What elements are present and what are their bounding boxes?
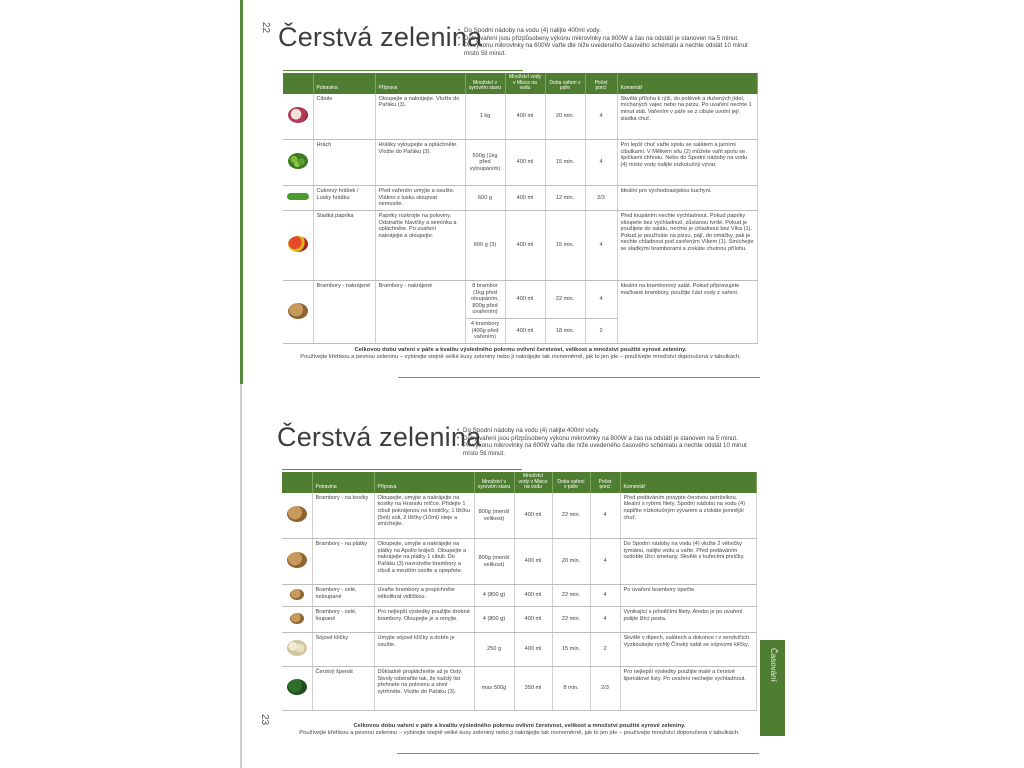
comment: Skvělá příloha k rýži, do polévek a dušených jídel, míchaných vajec nebo na pizzu. Po uvaření nechte 1 minut stát. Vařením v páře se z cibule uvolní její sladká chuť.	[617, 94, 758, 140]
header-water: Množství vody v Misce na vodu	[514, 472, 552, 493]
portions: 2/3	[590, 667, 620, 711]
page-number: 23	[259, 714, 270, 726]
page-title: Čerstvá zelenina	[277, 422, 482, 452]
table-row	[282, 607, 757, 633]
header-portions: Počet porcí	[585, 73, 617, 94]
food-name: Čerstvý špenát	[312, 667, 374, 711]
preparation: Uvařte brambory a propíchněte několikrát vidličkou.	[374, 585, 474, 607]
title-underline	[282, 469, 522, 470]
portions: 2	[590, 633, 620, 667]
portions: 4	[590, 493, 620, 539]
header-food: Potravina	[313, 73, 375, 94]
food-name: Cukrový hrášek / Lusky hrášku	[313, 186, 375, 211]
divider-line	[397, 753, 759, 754]
section-tab-label: Časování	[769, 648, 778, 682]
footnote-bold: Celkovou dobu vaření v páře a kvalitu výsledného pokrmu ovlivní čerstvost, velikost a množství použité syrové zeleniny.	[353, 723, 686, 729]
potato-small-icon	[290, 613, 304, 624]
water: 400 ml	[514, 607, 552, 633]
instruction-item: • Do Spodní nádoby na vodu (4) nalijte 400ml vody.	[458, 27, 758, 35]
portions: 4	[590, 585, 620, 607]
header-comment: Komentář	[617, 73, 758, 94]
comment: Ideální na bramborový salát. Pokud připravujete mačkané brambory, použijte část vody z vaření.	[617, 281, 758, 344]
table-row	[283, 94, 758, 140]
time: 18 min.	[545, 319, 585, 344]
header-food: Potravina	[312, 472, 374, 493]
water: 400 ml	[505, 281, 545, 319]
food-name: Sladká paprika	[313, 211, 375, 281]
instruction-item: • Při výkonu mikrovlnky na 600W vařte dle níže uvedeného časového schématu a nechte odstát 10 minut místo 5ti minut.	[458, 42, 758, 57]
table-row	[283, 281, 758, 319]
potato-small-icon	[290, 589, 304, 600]
food-name: Brambory - celé, neloupané	[312, 585, 374, 607]
instruction-item: • Doby vaření jsou přizpůsobeny výkonu mikrovlnky na 800W a čas na odstátí je stanoven na 5 minut.	[457, 435, 757, 443]
preparation: Pro nejlepší výsledky použijte drobné brambory. Oloupejte je a omyjte.	[374, 607, 474, 633]
footnote	[282, 723, 757, 737]
cooking-table	[283, 73, 758, 344]
water: 400 ml	[505, 319, 545, 344]
comment: Před loupáním nechte vychladnout. Pokud papriky oloupete bez vychladnutí, zůstanou tvrdé. Pokud je použijete do salátu, nechte je chladnout bez Víka (1). Pokud je používáte na pizzu, pájí, do omáčky, pak je nechte chladnout pod zavřeným Víkem (1). Smíchejte se sladkými bramborami a získáte chutnou přílohu.	[617, 211, 758, 281]
header-portions: Počet porcí	[590, 472, 620, 493]
preparation: Oloupejte, umyjte a nakrájejte na plátky na Apollo kráječi. Oloupejte a nakrájejte na plátky 1 cibuli. Do Pařáku (3) navrstvěte brambory a cibuli a mezitím osolte a opepřete.	[374, 539, 474, 585]
header-preparation: Příprava	[375, 73, 465, 94]
preparation: Umyjte sójové klíčky a dobře je osušte.	[374, 633, 474, 667]
time: 20 min.	[545, 94, 585, 140]
comment: Po uvaření brambory opečte.	[620, 585, 757, 607]
portions: 4	[585, 140, 617, 186]
comment: Vynikající s jehněčími filety. Anebo je po uvaření polijte lžící pesta.	[620, 607, 757, 633]
header-amount: Množství v syrovém stavu	[474, 472, 514, 493]
comment: Před podáváním posypte čerstvou petrželkou. Ideální s rybími filety. Spodní nádobu na vodu (4) naplňte nízkotučným vývarem a získáte jemnější chuť.	[620, 493, 757, 539]
spinach-icon	[287, 679, 307, 695]
food-name: Sójové klíčky	[312, 633, 374, 667]
table-header-row	[282, 472, 757, 493]
amount: 500g (1kg před vyloupáním)	[465, 140, 505, 186]
footnote-text: Používejte křehkou a pevnou zeleninu – vybírejte stejně velké kusy zeleniny nebo ji nakrájejte tak rovnoměrně, jak to jen jde – používejte množství doporučená v tabulkách.	[300, 354, 741, 360]
preparation: Oloupejte, umyjte a nakrájejte na kostky na Hranolu míčce. Přidejte 1 cibuli pokrájenou na kostičky, 1 lžičku (5ml) soli, 2 lžičky (10ml) oleje a smíchejte.	[374, 493, 474, 539]
table-row	[282, 585, 757, 607]
section-tab	[760, 640, 785, 736]
comment: Pro nejlepší výsledky použijte malé a čerstvé špenátové listy. Po uvaření nechejte vychladnout.	[620, 667, 757, 711]
amount: 800g (menší velikost)	[474, 539, 514, 585]
time: 8 min.	[552, 667, 590, 711]
water: 400 ml	[505, 94, 545, 140]
time: 22 min.	[552, 585, 590, 607]
sprouts-icon	[287, 640, 307, 656]
header-image-cell	[283, 73, 313, 94]
pepper-icon	[288, 236, 308, 252]
food-name: Brambory - celé, loupané	[312, 607, 374, 633]
divider-line	[398, 377, 760, 378]
preparation: Brambory - nakrájené	[375, 281, 465, 344]
onion-icon	[288, 107, 308, 123]
instruction-item: • Při výkonu mikrovlnky na 600W vařte dle níže uvedeného časového schématu a nechte odstát 10 minut místo 5ti minut.	[457, 442, 757, 457]
header-image-cell	[282, 472, 312, 493]
potato-icon	[287, 506, 307, 522]
table-row	[282, 539, 757, 585]
portions: 4	[590, 539, 620, 585]
potato-icon	[288, 303, 308, 319]
time: 15 min.	[545, 211, 585, 281]
instructions-list	[458, 27, 758, 57]
footnote-text: Používejte křehkou a pevnou zeleninu – vybírejte stejně velké kusy zeleniny nebo ji nakrájejte tak rovnoměrně, jak to jen jde – používejte množství doporučená v tabulkách.	[299, 730, 740, 736]
instruction-item: • Doby vaření jsou přizpůsobeny výkonu mikrovlnky na 800W a čas na odstátí je stanoven na 5 minut.	[458, 35, 758, 43]
water: 400 ml	[514, 585, 552, 607]
water: 400 ml	[505, 140, 545, 186]
food-name: Cibule	[313, 94, 375, 140]
comment: Do Spodní nádoby na vodu (4) vložte 2 větvičky tymiánu, nalijte vodu a vařte. Před podáváním ozdobte lžící smetany. Skvělé s kuřecími prsíčky.	[620, 539, 757, 585]
table-row	[283, 211, 758, 281]
potato-icon	[287, 552, 307, 568]
header-time: Doba vaření v páře	[545, 73, 585, 94]
water: 400 ml	[514, 539, 552, 585]
page-title: Čerstvá zelenina	[278, 22, 483, 52]
food-name: Brambory - na plátky	[312, 539, 374, 585]
preparation: Důkladně propláchněte až je čistý. Stvoly odstraňte tak, že každý list přehnete na polovinu a stvol vytrhněte. Vložte do Pařáku (3).	[374, 667, 474, 711]
portions: 2/3	[585, 186, 617, 211]
header-amount: Množství v syrovém stavu	[465, 73, 505, 94]
header-time: Doba vaření v páře	[552, 472, 590, 493]
water: 400 ml	[514, 493, 552, 539]
table-row	[282, 493, 757, 539]
table-row	[283, 140, 758, 186]
amount: 1 kg	[465, 94, 505, 140]
comment: Ideální pro východoasijskou kuchyni.	[617, 186, 758, 211]
instruction-item: • Do Spodní nádoby na vodu (4) nalijte 400ml vody.	[457, 427, 757, 435]
page-number: 22	[260, 22, 271, 34]
instructions-list	[457, 427, 757, 457]
footnote	[283, 347, 758, 361]
amount: 600 g (3)	[465, 211, 505, 281]
amount: 8 brambor (1kg před oloupáním, 800g před uvařením)	[465, 281, 505, 319]
cooking-table	[282, 472, 757, 711]
portions: 4	[585, 94, 617, 140]
page-top	[240, 0, 760, 384]
water: 350 ml	[514, 667, 552, 711]
amount: 4 brambory (400g před vařením)	[465, 319, 505, 344]
food-name: Brambory - na kostky	[312, 493, 374, 539]
comment: Pro lepší chuť vařte spolu se salátem a jarními cibulkami. V Mělkém sítu (2) můžete vařit spolu se špičkami chřestu. Nebo do Spodní nádoby na vodu (4) místo vody nalijte nízkotučný vývar.	[617, 140, 758, 186]
portions: 4	[590, 607, 620, 633]
comment: Skvělé v dipech, salátech a dokonce i v sendvičích. Vyzkoušejte rychlý Čínský salát se sójovými klíčky.	[620, 633, 757, 667]
header-preparation: Příprava	[374, 472, 474, 493]
amount: 4 (800 g)	[474, 585, 514, 607]
portions: 4	[585, 281, 617, 319]
portions: 4	[585, 211, 617, 281]
amount: 4 (800 g)	[474, 607, 514, 633]
header-comment: Komentář	[620, 472, 757, 493]
table-header-row	[283, 73, 758, 94]
time: 12 min.	[545, 186, 585, 211]
header-water: Množství vody v Misce na vodu	[505, 73, 545, 94]
pea-pod-icon	[287, 193, 309, 200]
amount: 250 g	[474, 633, 514, 667]
table-row	[282, 633, 757, 667]
water: 400 ml	[505, 211, 545, 281]
food-name: Brambory - nakrájené	[313, 281, 375, 344]
table-row	[282, 667, 757, 711]
title-underline	[283, 70, 523, 71]
amount: max 500g	[474, 667, 514, 711]
peas-icon	[288, 153, 308, 169]
amount: 800g (menší velikost)	[474, 493, 514, 539]
footnote-bold: Celkovou dobu vaření v páře a kvalitu výsledného pokrmu ovlivní čerstvost, velikost a množství použité syrové zeleniny.	[354, 347, 687, 353]
water: 400 ml	[505, 186, 545, 211]
portions: 2	[585, 319, 617, 344]
preparation: Hrášky vyloupejte a opláchněte. Vložte do Pařáku (3).	[375, 140, 465, 186]
time: 15 min.	[552, 633, 590, 667]
preparation: Papriky rozkrojte na poloviny. Odstraňte hlavičky a semínka a opláchněte. Po uvaření nakrájejte a oloupejte.	[375, 211, 465, 281]
time: 20 min.	[552, 539, 590, 585]
table-row	[283, 186, 758, 211]
time: 22 min.	[552, 607, 590, 633]
time: 15 min.	[545, 140, 585, 186]
time: 22 min.	[552, 493, 590, 539]
food-name: Hrách	[313, 140, 375, 186]
water: 400 ml	[514, 633, 552, 667]
time: 22 min.	[545, 281, 585, 319]
amount: 600 g	[465, 186, 505, 211]
page-bottom	[240, 384, 760, 768]
preparation: Oloupejte a nakrájejte. Vložte do Pařáku (3).	[375, 94, 465, 140]
preparation: Před vařením umyjte a osušte. Vlákno z lusku sloupvat nemusíte.	[375, 186, 465, 211]
